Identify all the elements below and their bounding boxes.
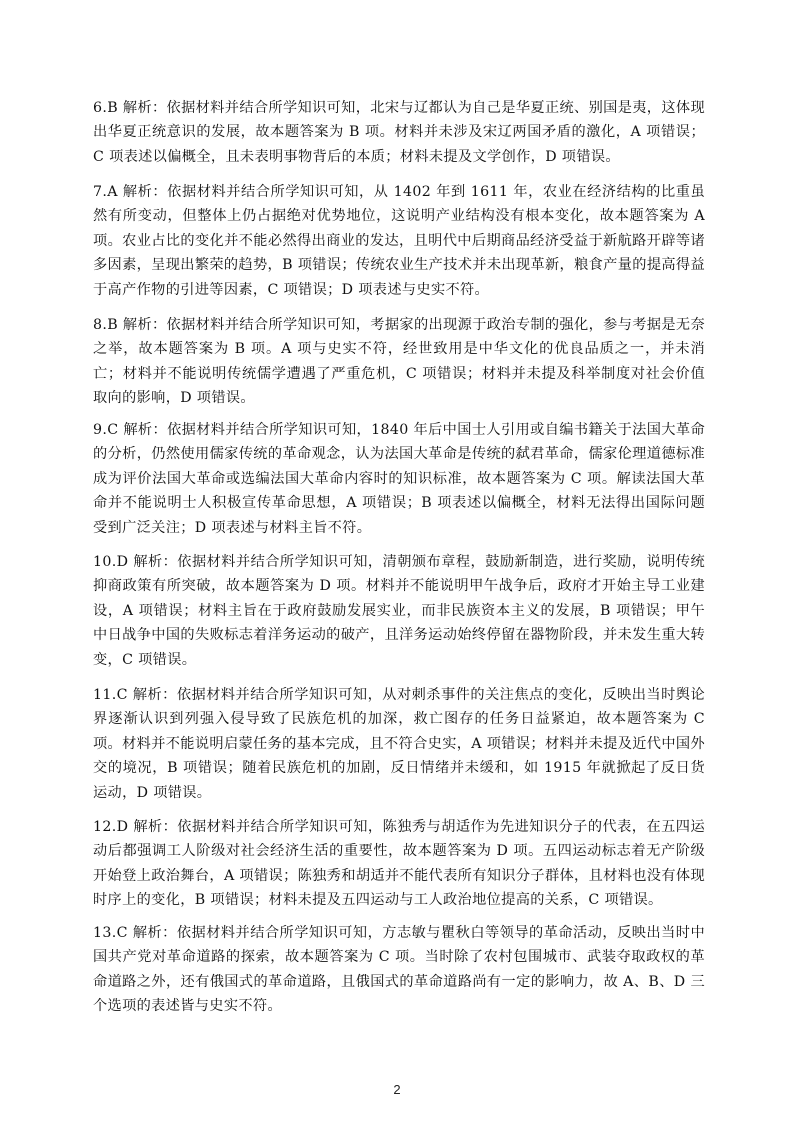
- answer-item-11: 11.C 解析：依据材料并结合所学知识可知，从对刺杀事件的关注焦点的变化，反映出当时舆论界逐渐认识到列强入侵导致了民族危机的加深，救亡图存的任务日益紧迫，故本题答案为 C 项。材料并不能说明启蒙任务的基本完成，且不符合史实，A 项错误；材料并未提及近代中国外交的境况，B 项错误；随着民族危机的加剧，反日情绪并未缓和，如 1915 年就掀起了反日货运动，D 项错误。: [93, 687, 705, 801]
- page-number: 2: [393, 1082, 401, 1097]
- answer-item-13: 13.C 解析：依据材料并结合所学知识可知，方志敏与瞿秋白等领导的革命活动，反映出当时中国共产党对革命道路的探索，故本题答案为 C 项。当时除了农村包围城市、武装夺取政权的革命道路之外，还有俄国式的革命道路，且俄国式的革命道路尚有一定的影响力，故 A、B、D 三个选项的表述皆与史实不符。: [93, 925, 705, 1015]
- answer-item-8: 8.B 解析：依据材料并结合所学知识可知，考据家的出现源于政治专制的强化，参与考据是无奈之举，故本题答案为 B 项。A 项与史实不符，经世致用是中华文化的优良品质之一，并未消亡；材料并不能说明传统儒学遭遇了严重危机，C 项错误；材料并未提及科举制度对社会价值取向的影响，D 项错误。: [93, 317, 705, 407]
- answer-item-9: 9.C 解析：依据材料并结合所学知识可知，1840 年后中国士人引用或自编书籍关于法国大革命的分析，仍然使用儒家传统的革命观念，认为法国大革命是传统的弑君革命，儒家伦理道德标准成为评价法国大革命或选编法国大革命内容时的知识标准，故本题答案为 C 项。解读法国大革命并不能说明士人积极宣传革命思想，A 项错误；B 项表述以偏概全，材料无法得出国际问题受到广泛关注；D 项表述与材料主旨不符。: [93, 422, 705, 536]
- answer-item-12: 12.D 解析：依据材料并结合所学知识可知，陈独秀与胡适作为先进知识分子的代表，在五四运动后都强调工人阶级对社会经济生活的重要性，故本题答案为 D 项。五四运动标志着无产阶级开始登上政治舞台，A 项错误；陈独秀和胡适并不能代表所有知识分子群体，且材料也没有体现时序上的变化，B 项错误；材料未提及五四运动与工人政治地位提高的关系，C 项错误。: [93, 819, 705, 909]
- answer-item-6: 6.B 解析：依据材料并结合所学知识可知，北宋与辽都认为自己是华夏正统、别国是夷，这体现出华夏正统意识的发展，故本题答案为 B 项。材料并未涉及宋辽两国矛盾的激化，A 项错误；C 项表述以偏概全，且未表明事物背后的本质；材料未提及文学创作，D 项错误。: [93, 100, 705, 165]
- answer-item-7: 7.A 解析：依据材料并结合所学知识可知，从 1402 年到 1611 年，农业在经济结构的比重虽然有所变动，但整体上仍占据绝对优势地位，这说明产业结构没有根本变化，故本题答案为 A 项。农业占比的变化并不能必然得出商业的发达，且明代中后期商品经济受益于新航路开辟等诸多因素，呈现出繁荣的趋势，B 项错误；传统农业生产技术并未出现革新，粮食产量的提高得益于高产作物的引进等因素，C 项错误；D 项表述与史实不符。: [93, 184, 705, 298]
- answer-item-10: 10.D 解析：依据材料并结合所学知识可知，清朝颁布章程，鼓励新制造，进行奖励，说明传统抑商政策有所突破，故本题答案为 D 项。材料并不能说明甲午战争后，政府才开始主导工业建设，A 项错误；材料主旨在于政府鼓励发展实业，而非民族资本主义的发展，B 项错误；甲午中日战争中国的失败标志着洋务运动的破产，且洋务运动始终停留在器物阶段，并未发生重大转变，C 项错误。: [93, 554, 705, 668]
